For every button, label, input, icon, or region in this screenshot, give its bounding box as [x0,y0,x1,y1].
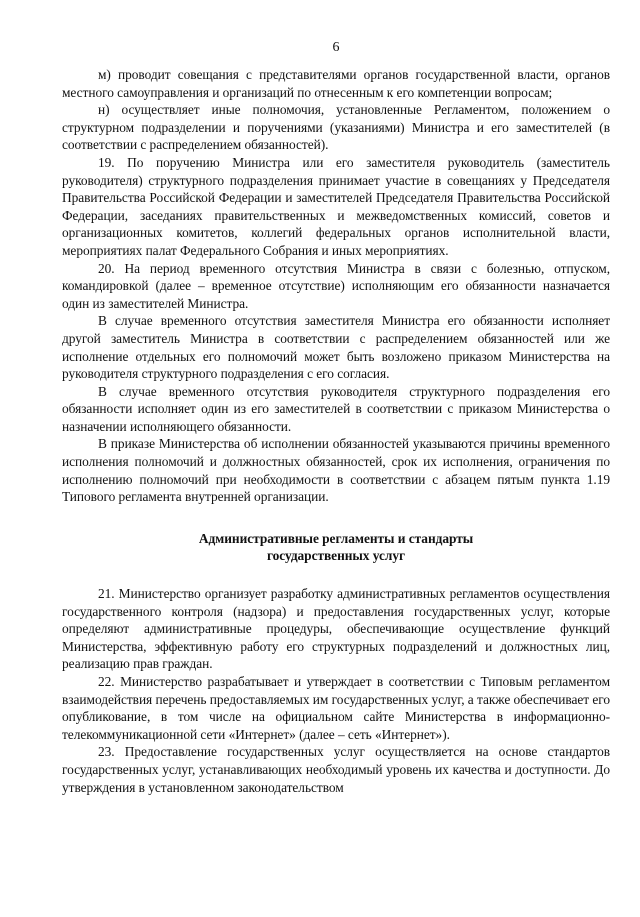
paragraph-22: 22. Министерство разрабатывает и утверждает в соответствии с Типовым регламентом взаимодействия перечень предоставляемых им государственных услуг, а также обеспечивает его опубликование, в том числе на официальном сайте Министерства в информационно-телекоммуникационной сети «Интернет» (далее – сеть «Интернет»). [62,674,610,742]
paragraph-20-deputy-absence: В случае временного отсутствия заместителя Министра его обязанности исполняет другой заместитель Министра в соответствии с распределением обязанностей или же исполнение отдельных его полномочий может быть возложено приказом Министерства на руководителя структурного подразделения с его согласия. [62,313,610,382]
paragraph-n: н) осуществляет иные полномочия, установленные Регламентом, положением о структурном подразделении и поручениями (указаниями) Министра и его заместителей (в соответствии с распределением обязанностей). [62,102,610,153]
page-number: 6 [332,40,340,55]
paragraph-20-order: В приказе Министерства об исполнении обязанностей указываются причины временного исполнения полномочий и должностных обязанностей, срок их исполнения, ограничения по исполнению полномочий при необходимости в соответствии с абзацем пятым пункта 1.19 Типового регламента внутренней организации. [62,436,610,505]
paragraph-21: 21. Министерство организует разработку административных регламентов осуществления государственного контроля (надзора) и предоставления государственных услуг, которые определяют административные процедуры, обеспечивающие осуществление функций Министерства, эффективную работу его структурных подразделений и должностных лиц, реализацию прав граждан. [62,586,610,672]
paragraph-23: 23. Предоставление государственных услуг осуществляется на основе стандартов государственных услуг, устанавливающих необходимый уровень их качества и доступности. До утверждения в установленном законодательством [62,744,610,795]
section-heading [62,530,610,565]
section-heading-line-2: государственных услуг [266,548,406,564]
paragraph-m: м) проводит совещания с представителями органов государственной власти, органов местного самоуправления и организаций по отнесенным к его компетенции вопросам; [62,67,610,100]
paragraph-19: 19. По поручению Министра или его заместителя руководитель (заместитель руководителя) структурного подразделения принимает участие в совещаниях у Председателя Правительства Российской Федерации и заместителей Председателя Правительства Российской Федерации, заседаниях правительственных и межведомственных комиссий, советов и организационных комитетов, коллегий федеральных органов исполнительной власти, мероприятиях палат Федерального Собрания и иных мероприятиях. [62,154,610,258]
paragraph-20-head-absence: В случае временного отсутствия руководителя структурного подразделения его обязанности исполняет один из его заместителей в соответствии с приказом Министерства о назначении исполняющего обязанности. [62,383,610,434]
document-body [62,66,610,796]
section-heading-line-1: Административные регламенты и стандарты [198,530,474,546]
paragraph-20: 20. На период временного отсутствия Министра в связи с болезнью, отпуском, командировкой (далее – временное отсутствие) исполняющим его обязанности назначается один из заместителей Министра. [62,260,610,311]
